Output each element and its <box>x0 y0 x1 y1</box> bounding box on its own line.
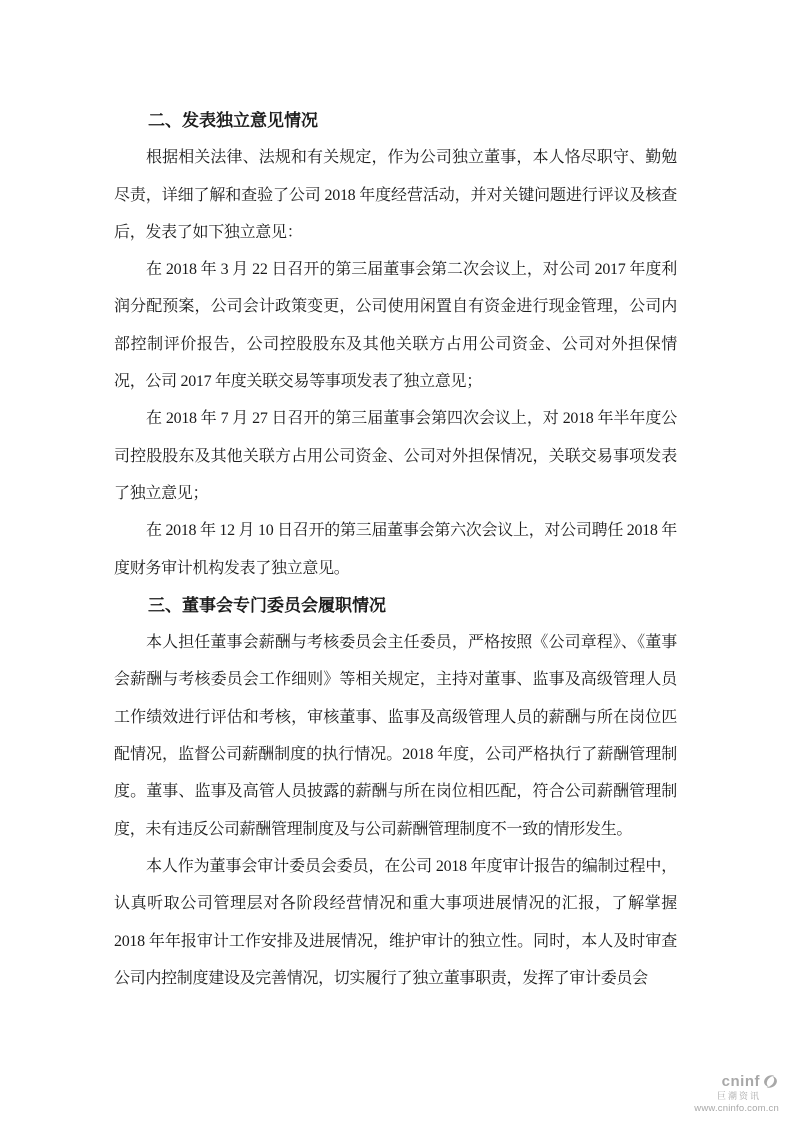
cninfo-logo-text: cninf <box>721 1072 760 1090</box>
cninfo-watermark <box>694 1073 779 1114</box>
body-paragraph: 在 2018 年 3 月 22 日召开的第三届董事会第二次会议上，对公司 2017 年度利润分配预案，公司会计政策变更，公司使用闲置自有资金进行现金管理，公司内部控制评价报告，公司控股股东及其他关联方占用公司资金、公司对外担保情况，公司 2017 年度关联交易等事项发表了独立意见； <box>114 261 677 391</box>
body-paragraph: 在 2018 年 12 月 10 日召开的第三届董事会第六次会议上，对公司聘任 2018 年度财务审计机构发表了独立意见。 <box>114 522 677 577</box>
cninfo-url: www.cninfo.com.cn <box>694 1102 779 1114</box>
cninfo-brand-chinese: 巨潮资讯 <box>716 1090 761 1101</box>
cninfo-swirl-icon <box>762 1073 779 1090</box>
body-paragraph: 在 2018 年 7 月 27 日召开的第三届董事会第四次会议上，对 2018 年半年度公司控股股东及其他关联方占用公司资金、公司对外担保情况，关联交易事项发表了独立意见； <box>114 410 677 502</box>
section-heading: 二、发表独立意见情况 <box>148 111 318 130</box>
body-paragraph: 根据相关法律、法规和有关规定，作为公司独立董事，本人恪尽职守、勤勉尽责，详细了解和查验了公司 2018 年度经营活动，并对关键问题进行评议及核查后，发表了如下独立意见： <box>114 149 677 241</box>
document-body <box>114 102 677 997</box>
body-paragraph: 本人作为董事会审计委员会委员，在公司 2018 年度审计报告的编制过程中，认真听取公司管理层对各阶段经营情况和重大事项进展情况的汇报，了解掌握 2018 年年报审计工作安排及进展情况，维护审计的独立性。同时，本人及时审查公司内控制度建设及完善情况，切实履行了独立董事职责，发挥了审计委员会 <box>114 857 677 987</box>
cninfo-logo <box>694 1073 779 1090</box>
body-paragraph: 本人担任董事会薪酬与考核委员会主任委员，严格按照《公司章程》、《董事会薪酬与考核委员会工作细则》等相关规定，主持对董事、监事及高级管理人员工作绩效进行评估和考核，审核董事、监事及高级管理人员的薪酬与所在岗位匹配情况，监督公司薪酬制度的执行情况。2018 年度，公司严格执行了薪酬管理制度。董事、监事及高管人员披露的薪酬与所在岗位相匹配，符合公司薪酬管理制度，未有违反公司薪酬管理制度及与公司薪酬管理制度不一致的情形发生。 <box>114 634 677 838</box>
section-heading: 三、董事会专门委员会履职情况 <box>148 595 386 615</box>
